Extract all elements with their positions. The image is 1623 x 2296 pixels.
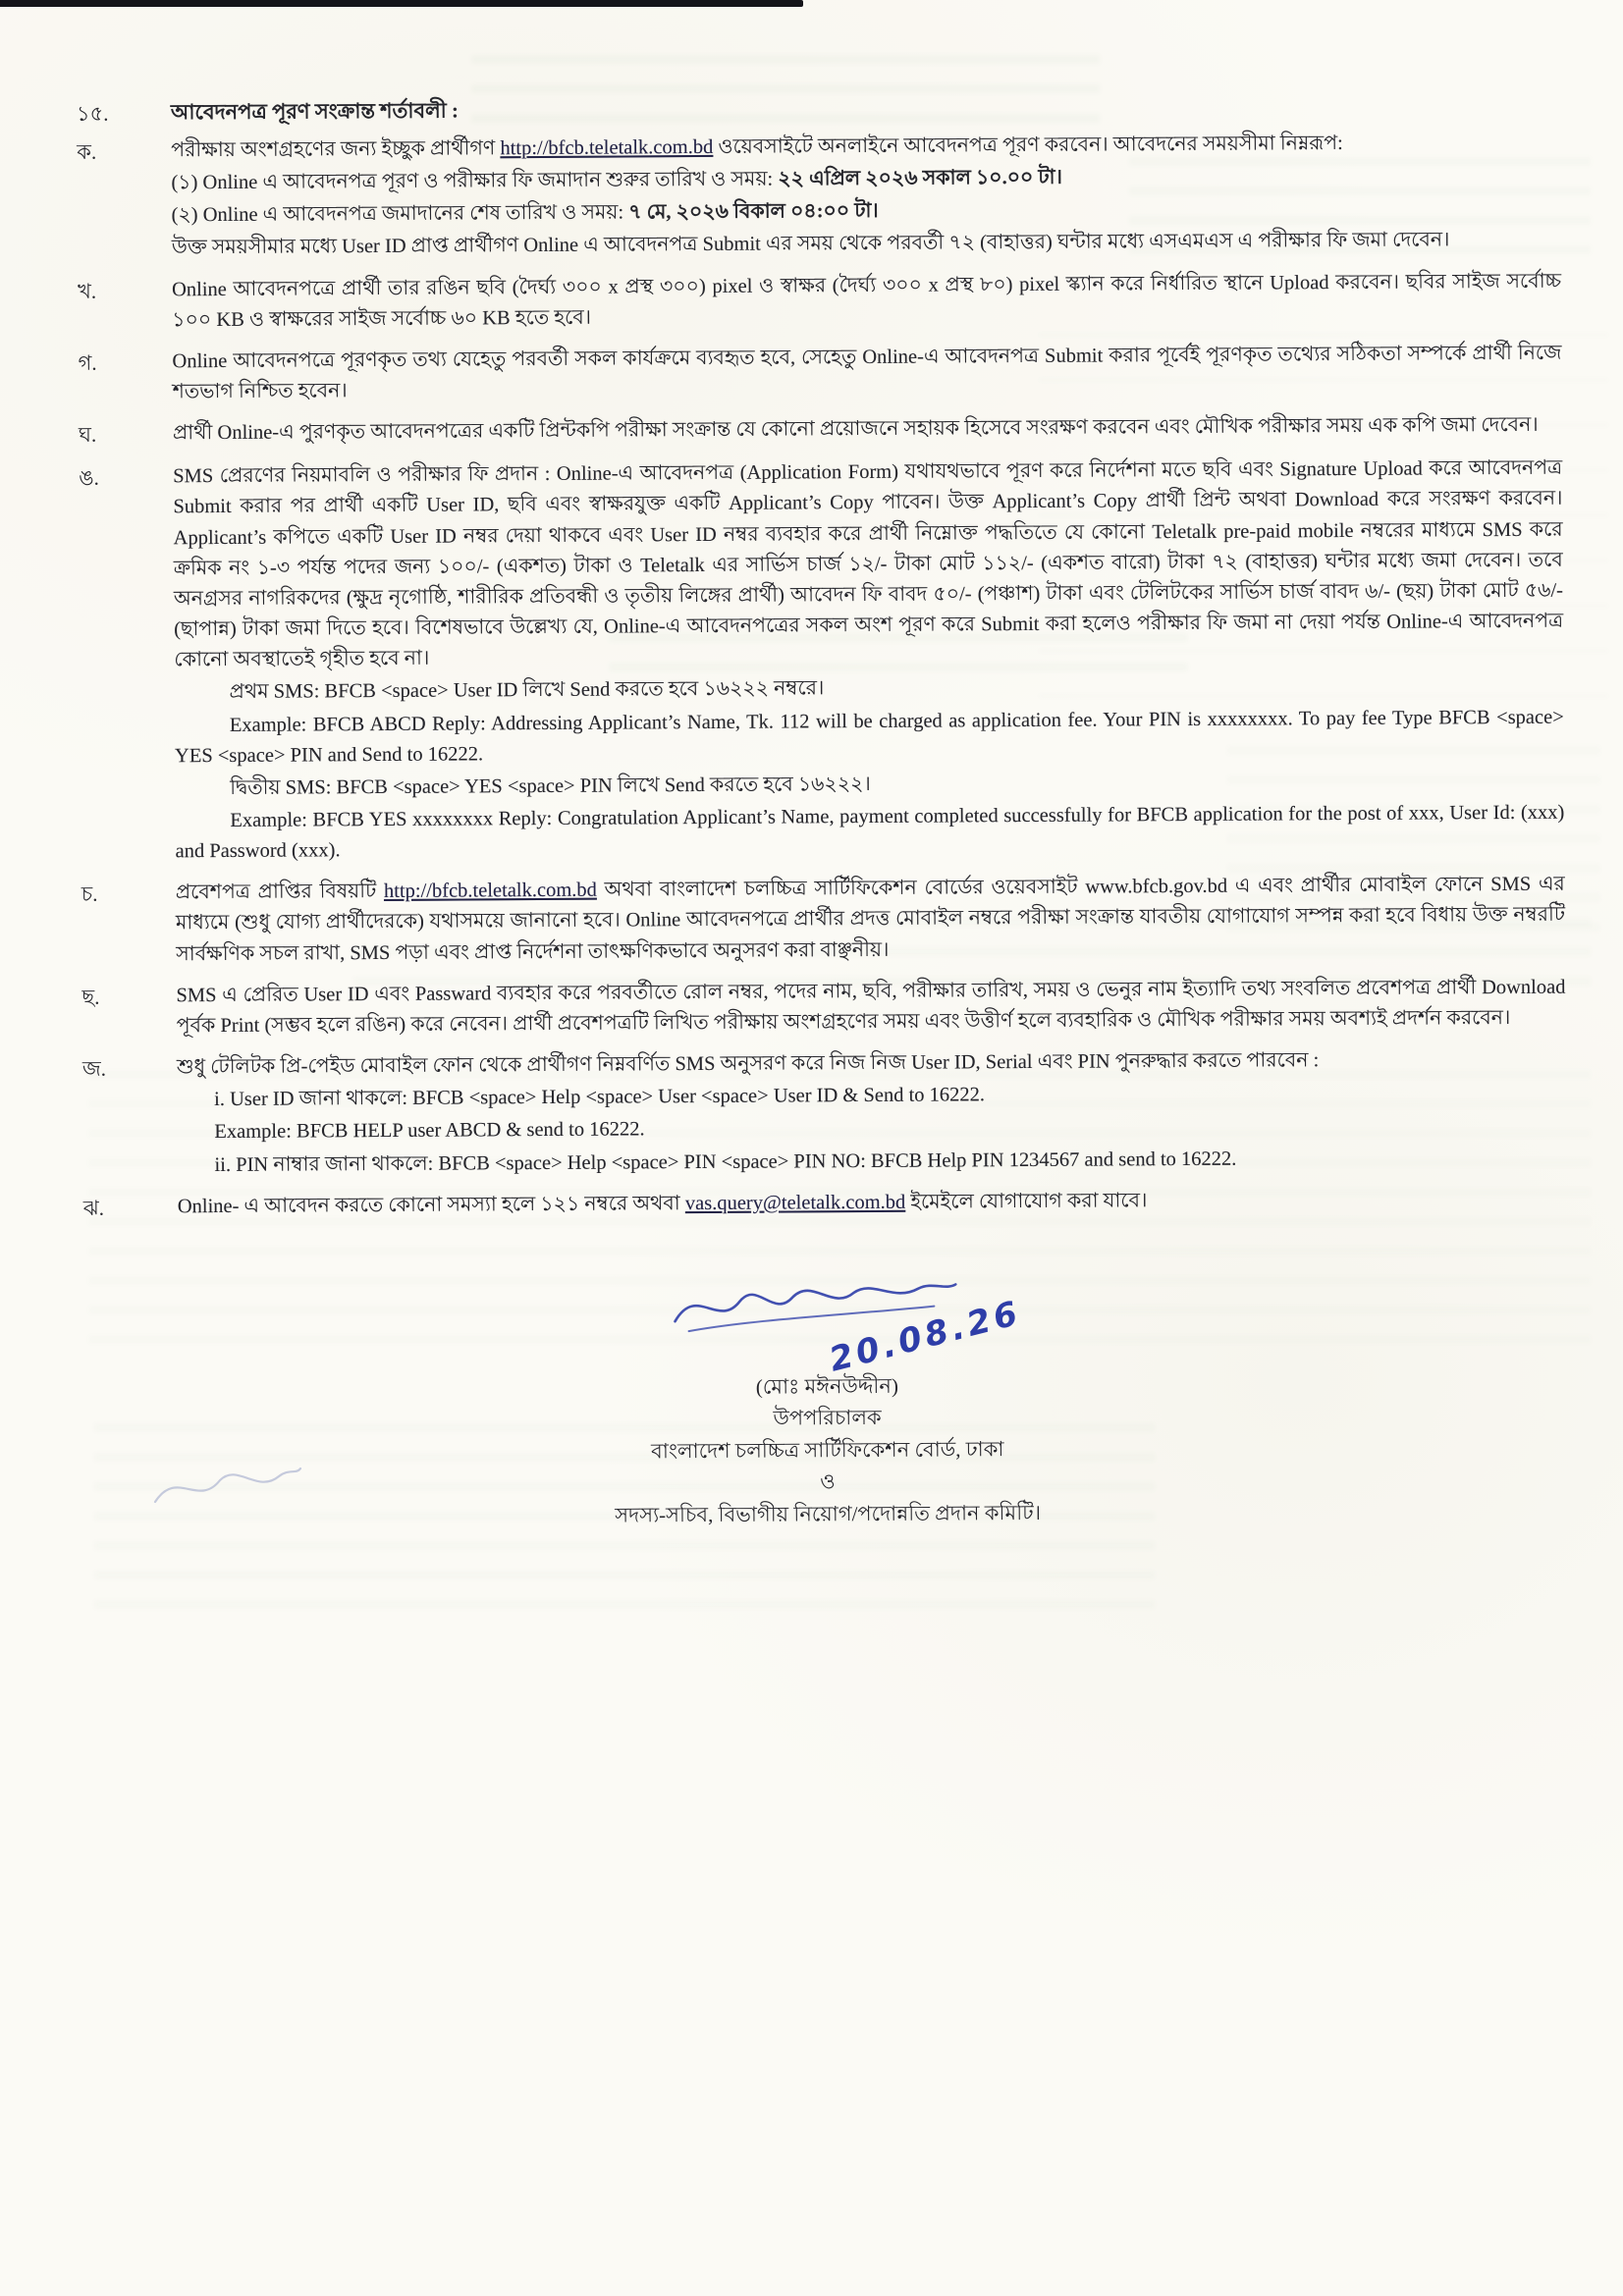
signature-conjunction: ও <box>820 1469 836 1494</box>
item-jha-label: ঝ. <box>82 1196 105 1220</box>
item-ka-label: ক. <box>77 139 97 164</box>
second-sms-example: Example: BFCB YES xxxxxxxx Reply: Congratulation Applicant’s Name, payment completed successfully for BFCB application for the post of xxx, User Id: (xxx) and Password (xxx). <box>175 801 1565 863</box>
item-chha-label: ছ. <box>81 985 100 1009</box>
item-cha-text <box>176 870 1566 970</box>
item-kha <box>1 266 1623 339</box>
text-segment: (১) Online এ আবেদনপত্র পূরণ ও পরীক্ষার ফি জমাদান শুরুর তারিখ ও সময়: <box>171 168 779 194</box>
text-segment: Online- এ আবেদন করতে কোনো সমস্যা হলে ১২১ নম্বরে অথবা <box>177 1192 685 1217</box>
support-email-link[interactable]: vas.query@teletalk.com.bd <box>684 1191 906 1214</box>
item-uno-label: ঙ. <box>79 466 99 491</box>
item-uno-body: SMS প্রেরণের নিয়মাবলি ও পরীক্ষার ফি প্রদান : Online-এ আবেদনপত্র (Application Form) যথাযথভাবে পূরণ করে নির্দেশনা মতে ছবি এবং Signature Upload করে আবেদনপত্র Submit করার পর প্রার্থী একটি User ID, ছবি এবং স্বাক্ষরযুক্ত একটি Applicant’s Copy পাবেন। উক্ত Applicant’s Copy প্রার্থী প্রিন্ট অথবা Download করে সংরক্ষণ করবেন। Applicant’s কপিতে একটি User ID নম্বর দেয়া থাকবে এবং User ID নম্বর ব্যবহার করে প্রার্থী নিম্নোক্ত পদ্ধতিতে যে কোনো Teletalk pre-paid mobile নম্বরের মাধ্যমে SMS করে ক্রমিক নং ১-৩ পর্যন্ত পদের জন্য ১০০/- (একশত) টাকা ও Teletalk এর সার্ভিস চার্জ ১২/- টাকা মোট ১১২/- (একশত বারো) টাকা ৭২ (বাহাত্তর) ঘন্টার মধ্যে জমা দেবেন। তবে অনগ্রসর নাগরিকদের (ক্ষুদ্র নৃগোষ্ঠি, শারীরিক প্রতিবন্ধী ও তৃতীয় লিঙ্গের প্রার্থী) আবেদন ফি বাবদ ৫০/- (পঞ্চাশ) টাকা এবং টেলিটকের সার্ভিস চার্জ বাবদ ৬/- (ছয়) টাকা মোট ৫৬/- (ছাপান্ন) টাকা জমা দিতে হবে। বিশেষভাবে উল্লেখ্য যে, Online-এ আবেদনপত্রের সকল অংশ পূরণ করে Submit করা হলেও পরীক্ষার ফি জমা না দেয়া পর্যন্ত Online-এ আবেদনপত্র কোনো অবস্থাতেই গৃহীত হবে না। <box>173 456 1564 671</box>
text-segment: পরীক্ষায় অংশগ্রহণের জন্য ইচ্ছুক প্রার্থীগণ <box>171 137 501 162</box>
signature-block <box>614 1264 1041 1531</box>
section-heading <box>0 88 1623 133</box>
item-kha-label: খ. <box>78 279 97 303</box>
end-datetime-value: ৭ মে, ২০২৬ বিকাল ০৪:০০ টা। <box>628 200 879 224</box>
item-chha-text: SMS এ প্রেরিত User ID এবং Passward ব্যবহার করে পরবর্তীতে রোল নম্বর, পদের নাম, ছবি, পরীক্ষার তারিখ, সময় ও ভেনুর নাম ইত্যাদি তথ্য সংবলিত প্রবেশপত্র প্রার্থী Download পূর্বক Print (সম্ভব হলে রঙিন) করে নেবেন। প্রার্থী প্রবেশপত্রটি লিখিত পরীক্ষায় অংশগ্রহণের সময় এবং উত্তীর্ণ হলে ব্যবহারিক ও মৌখিক পরীক্ষার সময় অবশ্যই প্রদর্শন করবেন। <box>176 976 1566 1038</box>
section-title: আবেদনপত্র পূরণ সংক্রান্ত শর্তাবলী : <box>170 98 460 125</box>
item-uno <box>2 454 1623 871</box>
second-sms-instruction: দ্বিতীয় SMS: BFCB <space> YES <space> PIN লিখে Send করতে হবে ১৬২২২। <box>230 773 871 799</box>
handwritten-signature <box>660 1264 1025 1380</box>
text-segment: অথবা বাংলাদেশ চলচ্চিত্র সার্টিফিকেশন বোর্ডের ওয়েবসাইট www.bfcb.gov.bd এ এবং প্রার্থীর মোবাইল ফোনে SMS এর মাধ্যমে (শুধু যোগ্য প্রার্থীদেরকে) যথাসময়ে জানানো হবে। Online আবেদনপত্রে প্রার্থীর প্রদত্ত মোবাইল নম্বরে পরীক্ষা সংক্রান্ত যাবতীয় যোগাযোগ সম্পন্ন করা হবে বিধায় উক্ত নম্বরটি সার্বক্ষণিক সচল রাখা, SMS পড়া এবং প্রাপ্ত নির্দেশনা তাৎক্ষণিকভাবে অনুসরণ করা বাঞ্ছনীয়। <box>175 873 1566 965</box>
item-gha <box>2 410 1623 454</box>
start-datetime-value: ২২ এপ্রিল ২০২৬ সকাল ১০.০০ টা। <box>778 166 1062 190</box>
text-segment: (২) Online এ আবেদনপত্র জমাদানের শেষ তারিখ ও সময়: <box>171 201 629 227</box>
first-sms-example: Example: BFCB ABCD Reply: Addressing Applicant’s Name, Tk. 112 will be charged as application fee. Your PIN is xxxxxxxx. To pay fee Type BFCB <space> YES <space> PIN and Send to 16222. <box>174 706 1564 767</box>
section-number: ১৫. <box>76 101 109 126</box>
item-ja-label: জ. <box>81 1056 107 1081</box>
signatory-name: (মোঃ মঈনউদ্দীন) <box>755 1373 898 1399</box>
userid-recovery-instruction: i. User ID জানা থাকলে: BFCB <space> Help <space> User <space> User ID & Send to 16222. <box>214 1084 986 1111</box>
signatory-organization: বাংলাদেশ চলচ্চিত্র সার্টিফিকেশন বোর্ড, ঢাকা <box>651 1436 1004 1464</box>
bfcb-teletalk-link[interactable]: http://bfcb.teletalk.com.bd <box>383 879 597 903</box>
bfcb-teletalk-link[interactable]: http://bfcb.teletalk.com.bd <box>500 135 714 160</box>
item-ja <box>6 1043 1623 1184</box>
item-ga <box>1 338 1623 410</box>
item-chha <box>5 972 1623 1044</box>
signatory-designation: উপপরিচালক <box>773 1406 882 1430</box>
signatory-secondary-designation: সদস্য-সচিব, বিভাগীয় নিয়োগ/পদোন্নতি প্রদান কমিটি। <box>615 1500 1042 1527</box>
item-cha-label: চ. <box>81 882 98 907</box>
pin-recovery-instruction: ii. PIN নাম্বার জানা থাকলে: BFCB <space> Help <space> PIN <space> PIN NO: BFCB Help PIN 1234567 and send to 16222. <box>214 1148 1237 1176</box>
item-ka <box>0 127 1623 267</box>
text-segment: ইমেইলে যোগাযোগ করা যাবে। <box>905 1189 1148 1213</box>
text-segment: প্রবেশপত্র প্রাপ্তির বিষয়টি <box>175 881 385 904</box>
stray-pen-mark <box>147 1451 304 1520</box>
item-ga-label: গ. <box>78 350 97 375</box>
item-ga-text: Online আবেদনপত্রে পূরণকৃত তথ্য যেহেতু পরবর্তী সকল কার্যক্রমে ব্যবহৃত হবে, সেহেতু Online-এ আবেদনপত্র Submit করার পূর্বেই পূরণকৃত তথ্যের সঠিকতা সম্পর্কে প্রার্থী নিজে শতভাগ নিশ্চিত হবেন। <box>172 342 1562 403</box>
item-gha-text: প্রার্থী Online-এ পুরণকৃত আবেদনপত্রের একটি প্রিন্টকপি পরীক্ষা সংক্রান্ত যে কোনো প্রয়োজনে সহায়ক হিসেবে সংরক্ষণ করবেন এবং মৌখিক পরীক্ষার সময় এক কপি জমা দেবেন। <box>172 414 1539 445</box>
item-jha-text <box>178 1183 1567 1222</box>
userid-recovery-example: Example: BFCB HELP user ABCD & send to 16222. <box>214 1118 645 1144</box>
item-kha-text: Online আবেদনপত্রে প্রার্থী তার রঙিন ছবি (দৈর্ঘ্য ৩০০ x প্রস্থ ৩০০) pixel ও স্বাক্ষর (দৈর্ঘ্য ৩০০ x প্রস্থ ৮০) pixel স্ক্যান করে নির্ধারিত স্থানে Upload করবেন। ছবির সাইজ সর্বোচ্চ ১০০ KB ও স্বাক্ষরের সাইজ সর্বোচ্চ ৬০ KB হতে হবে। <box>172 270 1562 332</box>
item-ja-intro: শুধু টেলিটক প্রি-পেইড মোবাইল ফোন থেকে প্রার্থীগণ নিম্নবর্ণিত SMS অনুসরণ করে নিজ নিজ User ID, Serial এবং PIN পুনরুদ্ধার করতে পারবেন : <box>176 1049 1320 1079</box>
item-cha <box>5 870 1623 974</box>
text-segment: ওয়েবসাইটে অনলাইনে আবেদনপত্র পূরণ করবেন। আবেদনের সময়সীমা নিম্নরূপ: <box>713 133 1343 158</box>
item-jha <box>7 1183 1623 1227</box>
item-ka-note: উক্ত সময়সীমার মধ্যে User ID প্রাপ্ত প্রার্থীগণ Online এ আবেদনপত্র Submit এর সময় থেকে পরবর্তী ৭২ (বাহাত্তর) ঘন্টার মধ্যে এসএমএস এ পরীক্ষার ফি জমা দেবেন। <box>171 229 1450 259</box>
item-gha-label: ঘ. <box>78 423 97 448</box>
signature-date: 20.08.26 <box>825 1293 1025 1380</box>
first-sms-instruction: প্রথম SMS: BFCB <space> User ID লিখে Send করতে হবে ১৬২২২ নম্বরে। <box>229 677 825 704</box>
